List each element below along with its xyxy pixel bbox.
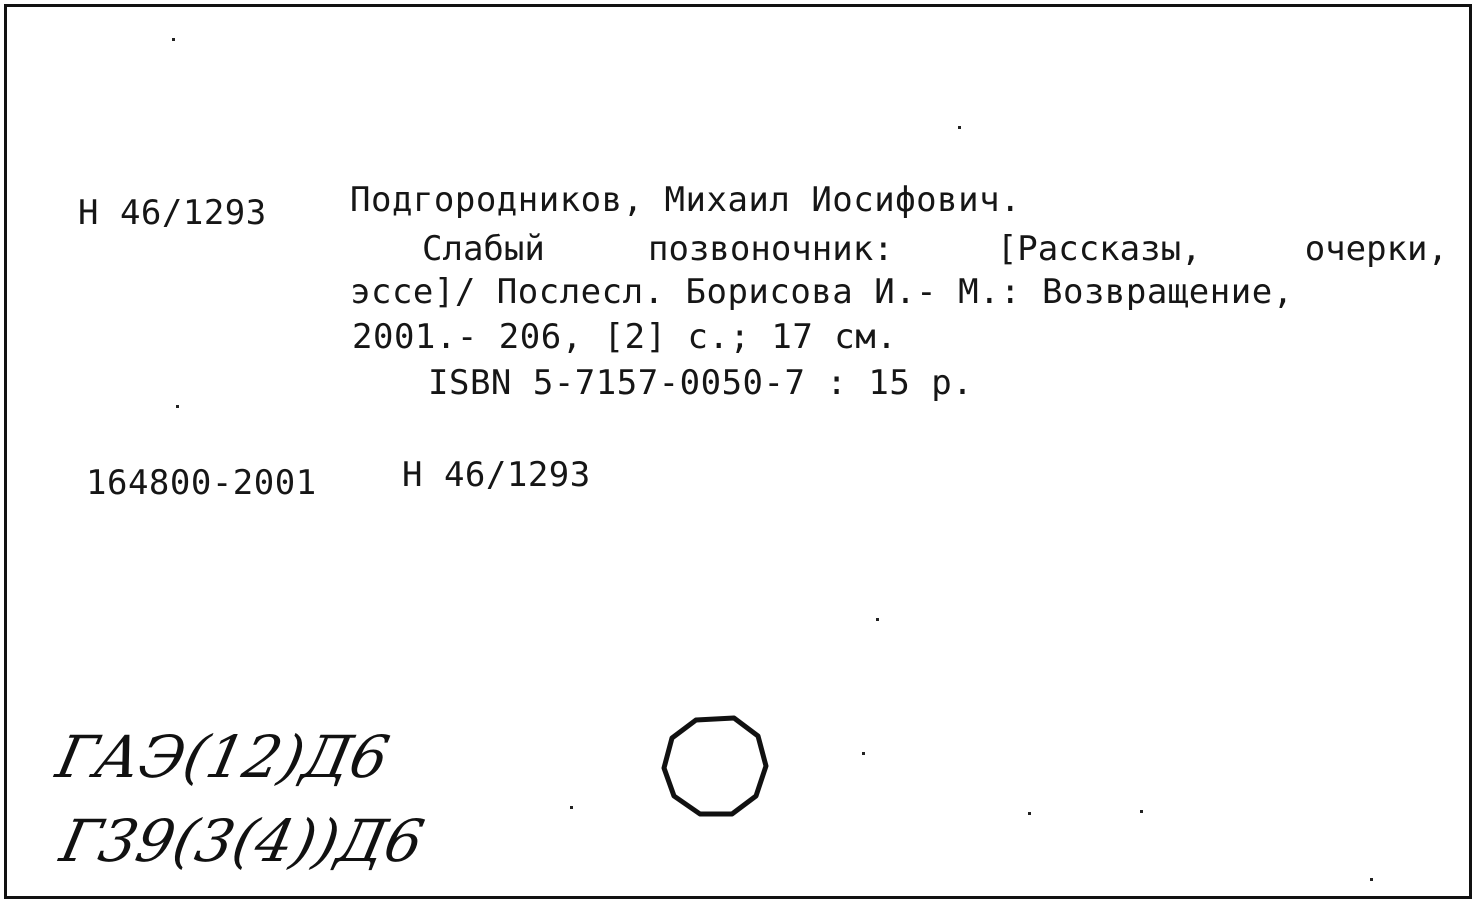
description-line: эссе]/ Послесл. Борисова И.- М.: Возвращение, <box>350 272 1294 312</box>
speck <box>172 38 175 41</box>
footer-number: 164800-2001 <box>86 463 317 503</box>
handwritten-note: ГАЭ(12)Д6 <box>50 723 396 791</box>
speck <box>958 126 961 129</box>
title-word: очерки, <box>1304 229 1448 269</box>
speck <box>1028 812 1031 815</box>
speck <box>1370 878 1373 881</box>
title-line <box>422 229 1448 269</box>
speck <box>570 806 573 809</box>
handwritten-note: Г39(3(4))Д6 <box>54 807 430 875</box>
circle-stamp-icon <box>660 714 772 818</box>
title-word: [Рассказы, <box>996 229 1202 269</box>
speck <box>1140 810 1143 813</box>
speck <box>862 752 865 755</box>
isbn-line: ISBN 5-7157-0050-7 : 15 р. <box>428 363 974 403</box>
imprint-line: 2001.- 206, [2] с.; 17 см. <box>352 317 898 357</box>
title-word: позвоночник: <box>648 229 894 269</box>
title-word: Слабый <box>422 229 545 269</box>
author-heading: Подгородников, Михаил Иосифович. <box>350 180 1022 220</box>
speck <box>876 618 879 621</box>
shelf-mark: Н 46/1293 <box>78 193 267 233</box>
speck <box>176 405 179 408</box>
footer-shelf-mark: Н 46/1293 <box>402 455 591 495</box>
